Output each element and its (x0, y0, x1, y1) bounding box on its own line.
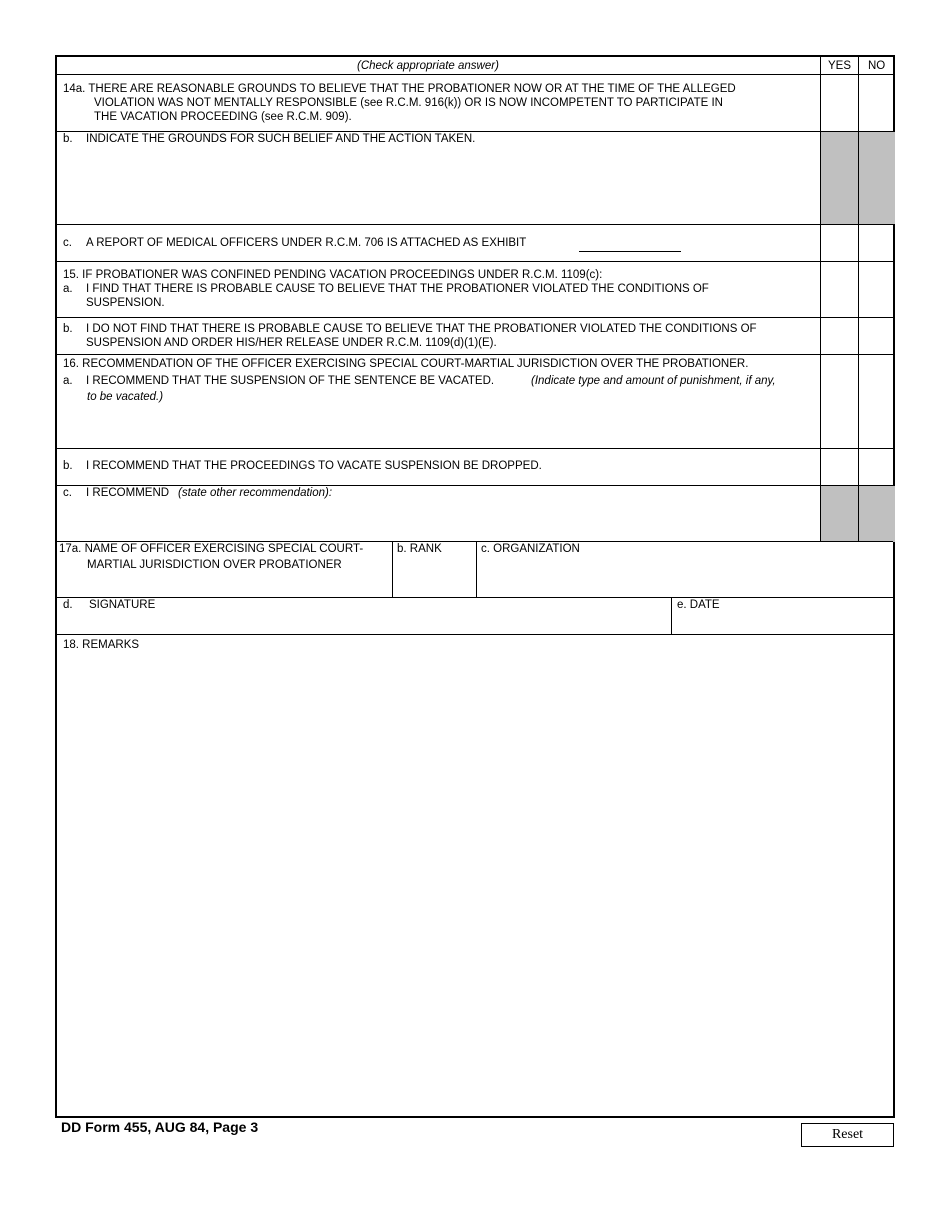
item-16a-note-line2: to be vacated.) (87, 391, 164, 403)
item-17e-label: e. DATE (677, 599, 720, 611)
item-14c-letter: c. (63, 237, 72, 249)
item-16b-yes-checkbox[interactable] (821, 449, 858, 485)
item-15-heading: 15. IF PROBATIONER WAS CONFINED PENDING VACATION PROCEEDINGS UNDER R.C.M. 1109(c): (63, 269, 603, 281)
item-14a-no-checkbox[interactable] (859, 75, 895, 131)
item-17c-organization-field[interactable] (477, 557, 895, 597)
item-16c-note: (state other recommendation): (178, 487, 333, 499)
form-frame (55, 55, 895, 1118)
item-16c-recommendation-field[interactable] (58, 501, 820, 541)
item-15b-no-checkbox[interactable] (859, 318, 895, 354)
item-16a-note-line1: (Indicate type and amount of punishment, if any, (531, 375, 776, 387)
no-column-header: NO (868, 60, 886, 72)
item-18-remarks-field[interactable] (58, 655, 895, 1115)
item-15a-no-checkbox[interactable] (859, 262, 895, 317)
item-16c-label: I RECOMMEND (86, 487, 170, 499)
item-14a-line3: THE VACATION PROCEEDING (see R.C.M. 909). (94, 111, 352, 123)
item-16-heading: 16. RECOMMENDATION OF THE OFFICER EXERCISING SPECIAL COURT-MARTIAL JURISDICTION OVER THE PROBATIONER. (63, 358, 749, 370)
item-16a-no-checkbox[interactable] (859, 355, 895, 448)
item-17d-letter: d. (63, 599, 73, 611)
item-18-label: 18. REMARKS (63, 639, 140, 651)
item-14c-exhibit-field[interactable] (579, 235, 681, 252)
row-divider (57, 224, 893, 225)
item-14b-grounds-field[interactable] (58, 147, 820, 224)
item-17c-label: c. ORGANIZATION (481, 543, 580, 555)
item-14c-label: A REPORT OF MEDICAL OFFICERS UNDER R.C.M. 706 IS ATTACHED AS EXHIBIT (86, 237, 527, 249)
item-14b-letter: b. (63, 133, 73, 145)
item-15b-line2: SUSPENSION AND ORDER HIS/HER RELEASE UNDER R.C.M. 1109(d)(1)(E). (86, 337, 497, 349)
check-answer-label: (Check appropriate answer) (357, 60, 499, 72)
item-16b-no-checkbox[interactable] (859, 449, 895, 485)
shaded-yes-16c (821, 486, 858, 542)
row-divider (57, 74, 893, 75)
item-17b-label: b. RANK (397, 543, 442, 555)
item-15b-letter: b. (63, 323, 73, 335)
shaded-yes-14b (821, 132, 858, 224)
item-15a-line2: SUSPENSION. (86, 297, 165, 309)
item-17a-name-field[interactable] (58, 573, 392, 597)
item-16a-yes-checkbox[interactable] (821, 355, 858, 448)
item-15a-letter: a. (63, 283, 73, 295)
item-16b-letter: b. (63, 460, 73, 472)
item-16a-punishment-field[interactable] (58, 405, 820, 448)
form-identifier: DD Form 455, AUG 84, Page 3 (61, 1119, 259, 1135)
yes-column-header: YES (828, 60, 852, 72)
item-15b-yes-checkbox[interactable] (821, 318, 858, 354)
row-divider (57, 261, 893, 262)
item-14a-yes-checkbox[interactable] (821, 75, 858, 131)
row-divider (57, 317, 893, 318)
item-17d-label: SIGNATURE (89, 599, 156, 611)
item-15a-yes-checkbox[interactable] (821, 262, 858, 317)
item-14c-yes-checkbox[interactable] (821, 225, 858, 261)
item-15b-line1: I DO NOT FIND THAT THERE IS PROBABLE CAUSE TO BELIEVE THAT THE PROBATIONER VIOLATED THE CONDITIONS OF (86, 323, 757, 335)
row-divider (57, 597, 893, 598)
item-17b-rank-field[interactable] (393, 557, 476, 597)
shaded-no-16c (859, 486, 895, 542)
item-16c-letter: c. (63, 487, 72, 499)
item-14a-line2: VIOLATION WAS NOT MENTALLY RESPONSIBLE (see R.C.M. 916(k)) OR IS NOW INCOMPETENT TO PARTICIPATE IN (94, 97, 723, 109)
item-16a-letter: a. (63, 375, 73, 387)
shaded-no-14b (859, 132, 895, 224)
item-16a-label: I RECOMMEND THAT THE SUSPENSION OF THE SENTENCE BE VACATED. (86, 375, 495, 387)
item-14b-label: INDICATE THE GROUNDS FOR SUCH BELIEF AND THE ACTION TAKEN. (86, 133, 476, 145)
row-divider (57, 448, 893, 449)
item-16b-label: I RECOMMEND THAT THE PROCEEDINGS TO VACATE SUSPENSION BE DROPPED. (86, 460, 542, 472)
reset-button[interactable]: Reset (801, 1123, 894, 1147)
item-17e-date-field[interactable] (672, 613, 895, 634)
item-14a-line1: 14a. THERE ARE REASONABLE GROUNDS TO BELIEVE THAT THE PROBATIONER NOW OR AT THE TIME OF THE ALLEGED (63, 83, 736, 95)
item-17a-line2: MARTIAL JURISDICTION OVER PROBATIONER (87, 559, 342, 571)
item-14c-no-checkbox[interactable] (859, 225, 895, 261)
row-divider (57, 634, 893, 635)
item-15a-line1: I FIND THAT THERE IS PROBABLE CAUSE TO BELIEVE THAT THE PROBATIONER VIOLATED THE CONDITIONS OF (86, 283, 709, 295)
item-17d-signature-field[interactable] (58, 613, 671, 634)
item-17a-line1: 17a. NAME OF OFFICER EXERCISING SPECIAL COURT- (59, 543, 364, 555)
row-divider (57, 354, 893, 355)
